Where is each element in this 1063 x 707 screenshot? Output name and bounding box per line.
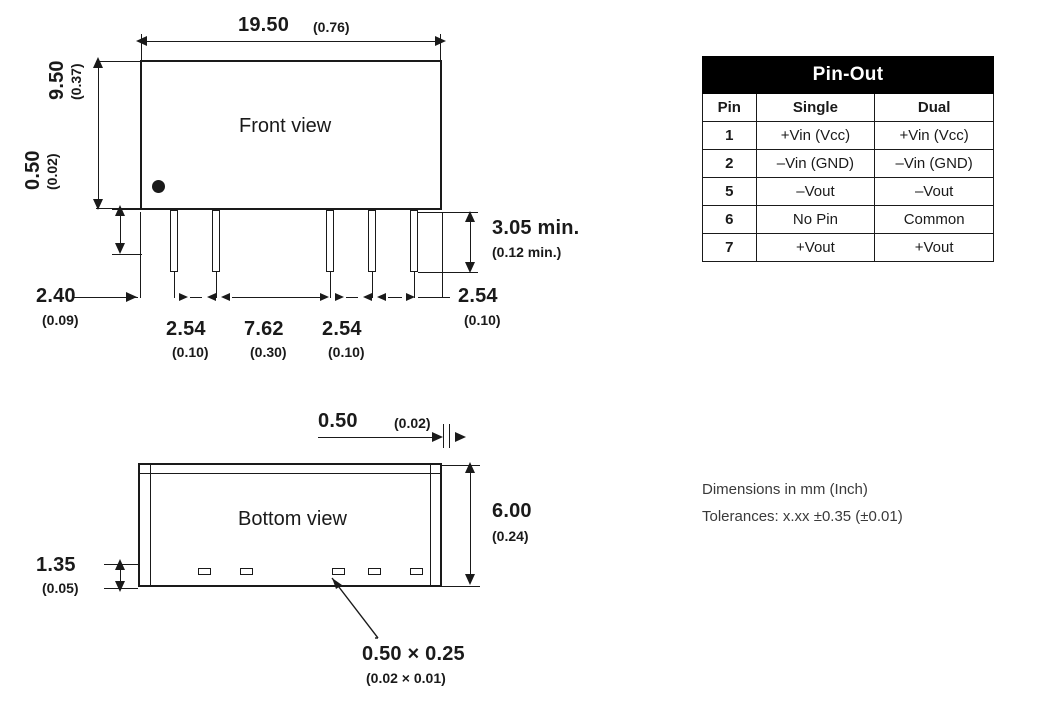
front-height-inch: (0.37) — [68, 63, 84, 100]
tolerances-note: Tolerances: x.xx ±0.35 (±0.01) — [702, 508, 903, 525]
pinout-cell-single: +Vin (Vcc) — [756, 122, 875, 150]
pinout-cell-single: –Vin (GND) — [756, 150, 875, 178]
pinout-cell-single: No Pin — [756, 206, 875, 234]
pitch-2-inch: (0.10) — [328, 344, 365, 360]
pitch-1-inch: (0.10) — [172, 344, 209, 360]
pad-size-inch: (0.02 × 0.01) — [366, 670, 446, 686]
front-pin-1 — [170, 210, 178, 272]
pinout-cell-dual: –Vout — [875, 178, 994, 206]
front-width-value: 19.50 — [238, 14, 290, 36]
front-pin-7 — [410, 210, 418, 272]
pitch-1-value: 2.54 — [166, 318, 206, 340]
bottom-view-label: Bottom view — [238, 508, 347, 530]
gap-inch: (0.30) — [250, 344, 287, 360]
bottom-depth-inch: (0.24) — [492, 528, 529, 544]
front-width-inch: (0.76) — [313, 19, 350, 35]
pinout-table — [702, 56, 994, 262]
left-offset-value: 2.40 — [36, 285, 76, 307]
front-pin-5 — [326, 210, 334, 272]
pinout-cell-dual: Common — [875, 206, 994, 234]
bottom-pad-6 — [368, 568, 381, 575]
pinout-header-pin: Pin — [703, 94, 757, 122]
pinout-cell-pin: 1 — [703, 122, 757, 150]
units-note: Dimensions in mm (Inch) — [702, 481, 868, 498]
pad-offset-inch: (0.05) — [42, 580, 79, 596]
bottom-pad-1 — [198, 568, 211, 575]
pinout-cell-dual: +Vin (Vcc) — [875, 122, 994, 150]
pad-offset-value: 1.35 — [36, 554, 76, 576]
pitch-2-value: 2.54 — [322, 318, 362, 340]
pinout-cell-single: +Vout — [756, 234, 875, 262]
pin-length-value: 3.05 min. — [492, 217, 580, 239]
bottom-pad-7 — [410, 568, 423, 575]
pin-length-inch: (0.12 min.) — [492, 244, 562, 260]
pinout-cell-pin: 2 — [703, 150, 757, 178]
bottom-edge-inch: (0.02) — [394, 415, 431, 431]
gap-value: 7.62 — [244, 318, 284, 340]
pad-size-value: 0.50 × 0.25 — [362, 643, 465, 665]
table-row — [703, 234, 994, 262]
pinout-cell-single: –Vout — [756, 178, 875, 206]
table-row — [703, 150, 994, 178]
table-row — [703, 122, 994, 150]
pinout-cell-dual: –Vin (GND) — [875, 150, 994, 178]
front-standoff-inch: (0.02) — [44, 153, 60, 190]
front-pin-6 — [368, 210, 376, 272]
bottom-pad-5 — [332, 568, 345, 575]
front-view-label: Front view — [239, 115, 332, 137]
bottom-depth-value: 6.00 — [492, 500, 532, 522]
bottom-edge-value: 0.50 — [318, 410, 358, 432]
bottom-pad-2 — [240, 568, 253, 575]
left-offset-inch: (0.09) — [42, 312, 79, 328]
pinout-cell-pin: 7 — [703, 234, 757, 262]
front-pin-2 — [212, 210, 220, 272]
pinout-cell-dual: +Vout — [875, 234, 994, 262]
pinout-cell-pin: 6 — [703, 206, 757, 234]
pinout-header-single: Single — [756, 94, 875, 122]
right-offset-value: 2.54 — [458, 285, 498, 307]
front-height-value: 9.50 — [46, 60, 68, 100]
table-row — [703, 178, 994, 206]
front-standoff-value: 0.50 — [22, 150, 44, 190]
pinout-header-dual: Dual — [875, 94, 994, 122]
right-offset-inch: (0.10) — [464, 312, 501, 328]
pin1-marker-dot — [152, 180, 165, 193]
pinout-title: Pin-Out — [703, 57, 994, 94]
pinout-cell-pin: 5 — [703, 178, 757, 206]
table-row — [703, 206, 994, 234]
